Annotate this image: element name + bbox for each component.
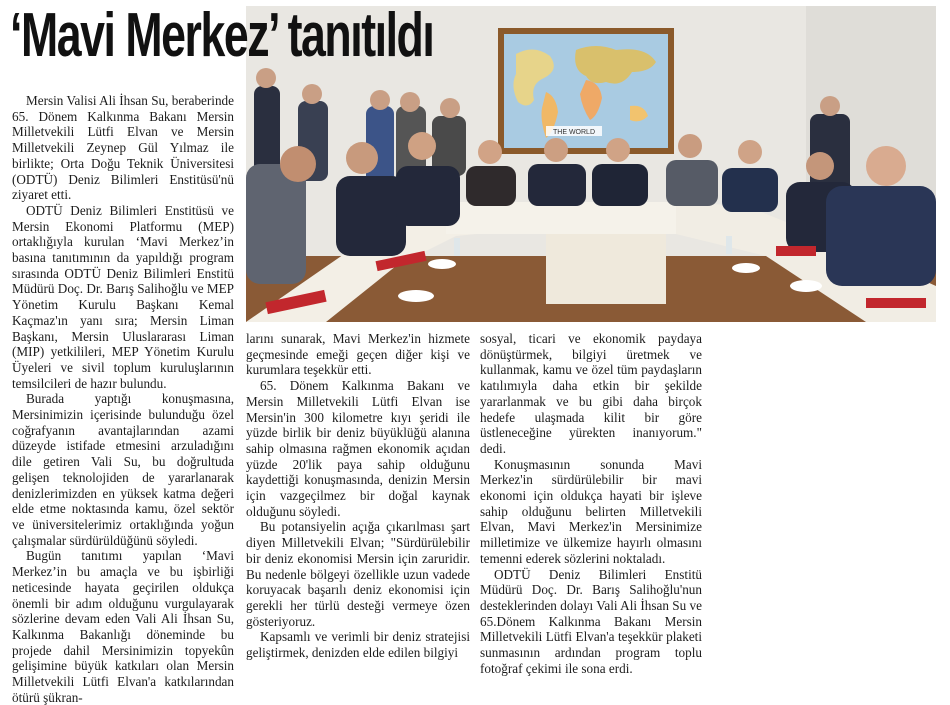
paragraph: Burada yaptığı konuşmasına, Mersinimizin içerisinde bulunduğu özel coğrafyanın avantajlarından azami düzeyde istifade etmesini arzuladığını dile getiren Vali Su, bu doğrultuda gelişen teknolojiden de yararlanarak denizlerimizden en yüksek katma değeri elde etme noktasında kamu, özel sektör ve üniversitelerimiz ortaklığında yoğun çalışmalar sürdürüldüğünü söyledi. [12, 391, 234, 548]
paragraph: Kapsamlı ve verimli bir deniz stratejisi geliştirmek, denizden elde edilen bilgiyi [246, 629, 470, 661]
paragraph: larını sunarak, Mavi Merkez'in hizmete geçmesinde emeği geçen diğer kişi ve kurumlara teşekkür etti. [246, 331, 470, 378]
headline: ‘Mavi Merkez’ tanıtıldı [10, 1, 434, 70]
article-column-3 [480, 331, 702, 676]
paragraph: Bugün tanıtımı yapılan ‘Mavi Merkez’in bu amaçla ve bu işbirliği neticesinde hayata geçirilen oldukça önemli bir adım olduğunu vurgulayarak sözlerine devam eden Vali Ali İhsan Su, Kalkınma Bakanlığı döneminde bu projede dahil Mersinimizin topyekûn gelişimine büyük katkıları olan Mersin Milletvekili Lütfi Elvan'a katkılarından ötürü şükran- [12, 548, 234, 705]
paragraph: 65. Dönem Kalkınma Bakanı ve Mersin Milletvekili Lütfi Elvan ise Mersin'in 300 kilometre kıyı şeridi ile yüzde birlik bir deniz büyüklüğü alanına sahip olmasına rağmen ekonomik açıdan yüzde 20'lik paya sahip olduğunu kaydettiği konuşmasında, denizin Mersin için vazgeçilmez bir doğal kaynak olduğunu söyledi. [246, 378, 470, 519]
article-column-1 [12, 93, 234, 705]
paragraph: ODTÜ Deniz Bilimleri Enstitü Müdürü Doç. Dr. Barış Salihoğlu'nun desteklerinden dolayı Vali Ali İhsan Su ve 65.Dönem Kalkınma Bakanı Mersin Milletvekili Lütfi Elvan'a teşekkür plaketi sunmasının ardından program toplu fotoğraf çekimi ile sona erdi. [480, 566, 702, 676]
map-label: THE WORLD [553, 129, 595, 136]
paragraph: Mersin Valisi Ali İhsan Su, beraberinde 65. Dönem Kalkınma Bakanı Mersin Milletvekili Lütfi Elvan ve Mersin Milletvekili Zeynep Gül Yılmaz ile birlikte; Orta Doğu Teknik Üniversitesi (ODTÜ) Deniz Bilimleri Enstitüsü'nü ziyaret etti. [12, 93, 234, 203]
paragraph: Konuşmasının sonunda Mavi Merkez'in sürdürülebilir bir mavi ekonomi için oldukça hayati bir işleve sahip olduğunu belirten Milletvekili Elvan, Mavi Merkez'in Mersinimize milletimize ve ülkemize hayırlı olmasını temenni ederek sözlerini noktaladı. [480, 456, 702, 566]
paragraph: ODTÜ Deniz Bilimleri Enstitüsü ve Mersin Ekonomi Platformu (MEP) ortaklığıyla kurulan ‘Mavi Merkez’in basına tanıtımının da yapıldığı program sırasında ODTÜ Deniz Bilimleri Enstitü Müdürü Doç. Dr. Barış Salihoğlu ve MEP Yönetim Kurulu Başkanı Kemal Kaçmaz'ın yanı sıra; Mersin Liman Başkanı, Mersin Uluslararası Liman (MIP) yetkilileri, MEP Yönetim Kurulu Üyeleri ve sivil toplum kuruluşlarının temsilcileri de hazır bulundu. [12, 202, 234, 391]
paragraph: sosyal, ticari ve ekonomik paydaya dönüştürmek, bilgiyi üretmek ve kullanmak, kamu ve özel tüm paydaşların katılımıyla daha etkin bir şekilde yararlanmak ve bu gibi daha birçok hedefe ulaşmada kilit bir göre üstleneceğine yürekten inanıyorum." dedi. [480, 331, 702, 456]
article-column-2 [246, 331, 470, 661]
world-map [498, 28, 674, 154]
paragraph: Bu potansiyelin açığa çıkarılması şart diyen Milletvekili Elvan; "Sürdürülebilir bir deniz ekonomisi Mersin için zaruridir. Bu nedenle bölgeyi özellikle uzun vadede koruyacak başarılı deniz ekonomisi için gerekli her türlü desteği vermeye özen gösteriyoruz. [246, 519, 470, 629]
